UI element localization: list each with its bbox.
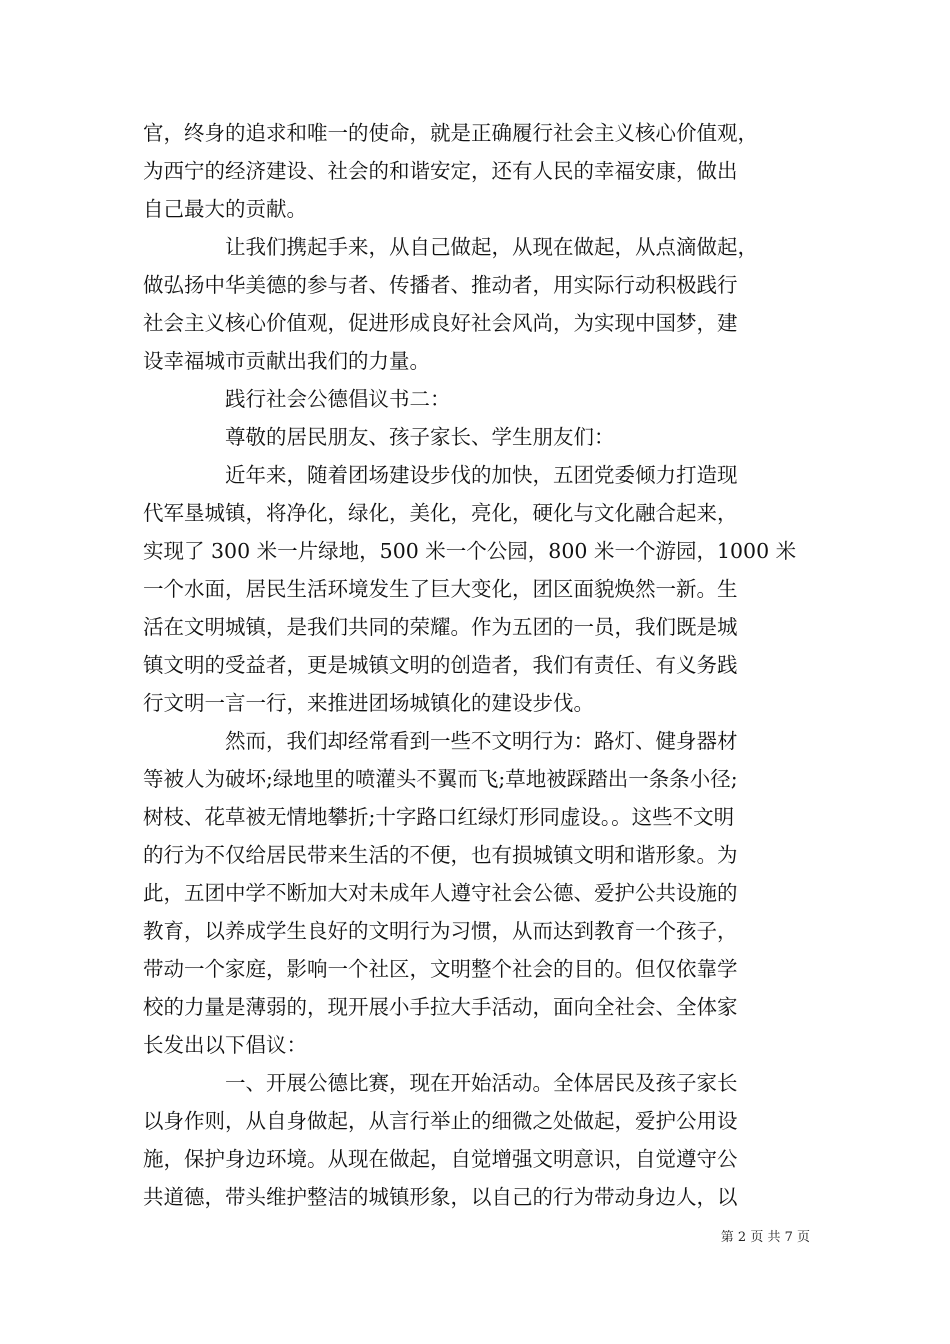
text-line: 的行为不仅给居民带来生活的不便，也有损城镇文明和谐形象。为 (143, 843, 738, 867)
text-line: 共道德，带头维护整洁的城镇形象，以自己的行为带动身边人，以 (143, 1185, 738, 1209)
text-line: 活在文明城镇，是我们共同的荣耀。作为五团的一员，我们既是城 (143, 615, 738, 639)
text-line: 为西宁的经济建设、社会的和谐安定，还有人民的幸福安康，做出 (143, 159, 738, 183)
text-line: 以身作则，从自身做起，从言行举止的细微之处做起，爱护公用设 (143, 1109, 738, 1133)
document-body (143, 114, 811, 1216)
text-line: 做弘扬中华美德的参与者、传播者、推动者，用实际行动积极践行 (143, 273, 738, 297)
text-line: 镇文明的受益者，更是城镇文明的创造者，我们有责任、有义务践 (143, 653, 738, 677)
text-line: 一、开展公德比赛，现在开始活动。全体居民及孩子家长 (143, 1071, 738, 1095)
text-line: 社会主义核心价值观，促进形成良好社会风尚，为实现中国梦，建 (143, 311, 738, 335)
text-line: 施，保护身边环境。从现在做起，自觉增强文明意识，自觉遵守公 (143, 1147, 738, 1171)
text-line: 行文明一言一行，来推进团场城镇化的建设步伐。 (143, 691, 594, 715)
salutation: 尊敬的居民朋友、孩子家长、学生朋友们： (143, 425, 615, 449)
text-line: 校的力量是薄弱的，现开展小手拉大手活动，面向全社会、全体家 (143, 995, 738, 1019)
text-line: 一个水面，居民生活环境发生了巨大变化，团区面貌焕然一新。生 (143, 577, 738, 601)
text-line: 长发出以下倡议： (143, 1033, 307, 1057)
text-line: 自己最大的贡献。 (143, 197, 307, 221)
text-line: 让我们携起手来，从自己做起，从现在做起，从点滴做起， (143, 235, 758, 259)
text-line: 此，五团中学不断加大对未成年人遵守社会公德、爱护公共设施的 (143, 881, 738, 905)
text-line: 实现了 300 米一片绿地，500 米一个公园，800 米一个游园，1000 米 (143, 539, 797, 563)
text-line: 近年来，随着团场建设步伐的加快，五团党委倾力打造现 (143, 463, 738, 487)
text-line: 教育，以养成学生良好的文明行为习惯，从而达到教育一个孩子， (143, 919, 738, 943)
page-number-footer: 第 2 页 共 7 页 (720, 1230, 810, 1245)
text-line: 等被人为破坏;绿地里的喷灌头不翼而飞;草地被踩踏出一条条小径; (143, 767, 738, 791)
text-line: 官，终身的追求和唯一的使命，就是正确履行社会主义核心价值观， (143, 121, 758, 145)
text-line: 然而，我们却经常看到一些不文明行为：路灯、健身器材 (143, 729, 738, 753)
text-line: 设幸福城市贡献出我们的力量。 (143, 349, 430, 373)
text-line: 代军垦城镇，将净化，绿化，美化，亮化，硬化与文化融合起来， (143, 501, 738, 525)
section-heading: 践行社会公德倡议书二： (143, 387, 451, 411)
text-line: 带动一个家庭，影响一个社区，文明整个社会的目的。但仅依靠学 (143, 957, 738, 981)
text-line: 树枝、花草被无情地攀折;十字路口红绿灯形同虚设。。这些不文明 (143, 805, 735, 829)
